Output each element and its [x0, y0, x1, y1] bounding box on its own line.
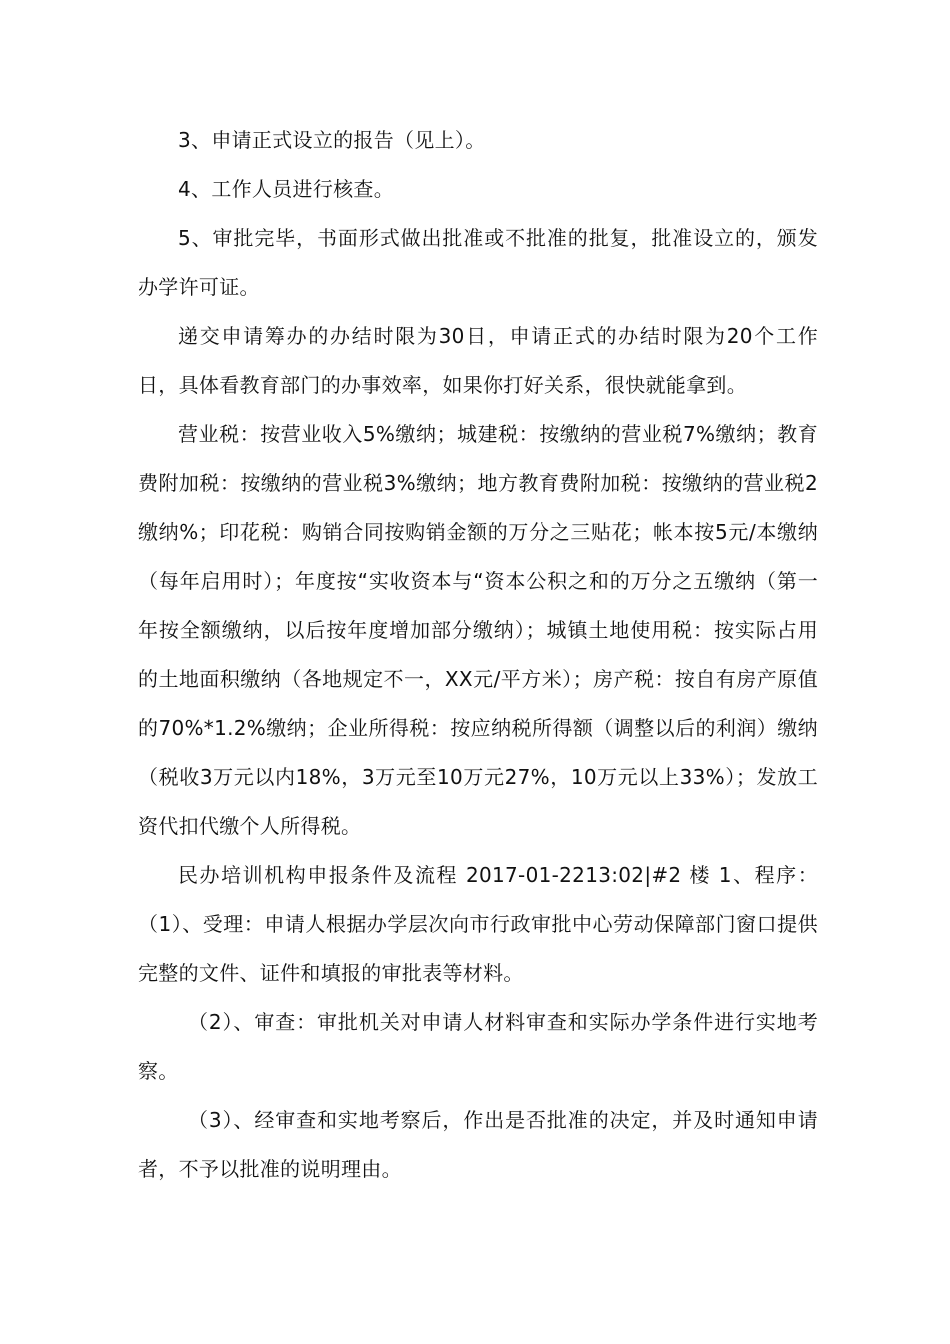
document-body	[138, 116, 818, 1194]
paragraph-procedure-acceptance: 民办培训机构申报条件及流程 2017-01-2213:02|#2 楼 1、程序：（1）、受理：申请人根据办学层次向市行政审批中心劳动保障部门窗口提供完整的文件、证件和填报的审批表等材料。	[138, 863, 818, 985]
paragraph-step-4: 4、工作人员进行核查。	[178, 177, 395, 201]
paragraph-procedure-review: （2）、审查：审批机关对申请人材料审查和实际办学条件进行实地考察。	[138, 1010, 818, 1083]
paragraph-step-3: 3、申请正式设立的报告（见上）。	[178, 128, 486, 152]
paragraph-procedure-decision: （3）、经审查和实地考察后，作出是否批准的决定，并及时通知申请者，不予以批准的说明理由。	[138, 1108, 818, 1181]
paragraph-step-5: 5、审批完毕，书面形式做出批准或不批准的批复，批准设立的，颁发办学许可证。	[138, 226, 818, 299]
paragraph-time-limit: 递交申请筹办的办结时限为30日，申请正式的办结时限为20个工作日，具体看教育部门的办事效率，如果你打好关系，很快就能拿到。	[138, 324, 818, 397]
paragraph-taxes: 营业税：按营业收入5%缴纳；城建税：按缴纳的营业税7%缴纳；教育费附加税：按缴纳的营业税3%缴纳；地方教育费附加税：按缴纳的营业税2缴纳%；印花税：购销合同按购销金额的万分之三贴花；帐本按5元/本缴纳（每年启用时）；年度按“实收资本与“资本公积之和的万分之五缴纳（第一年按全额缴纳，以后按年度增加部分缴纳）；城镇土地使用税：按实际占用的土地面积缴纳（各地规定不一，XX元/平方米）；房产税：按自有房产原值的70%*1.2%缴纳；企业所得税：按应纳税所得额（调整以后的利润）缴纳（税收3万元以内18%，3万元至10万元27%，10万元以上33%）；发放工资代扣代缴个人所得税。	[138, 422, 818, 838]
